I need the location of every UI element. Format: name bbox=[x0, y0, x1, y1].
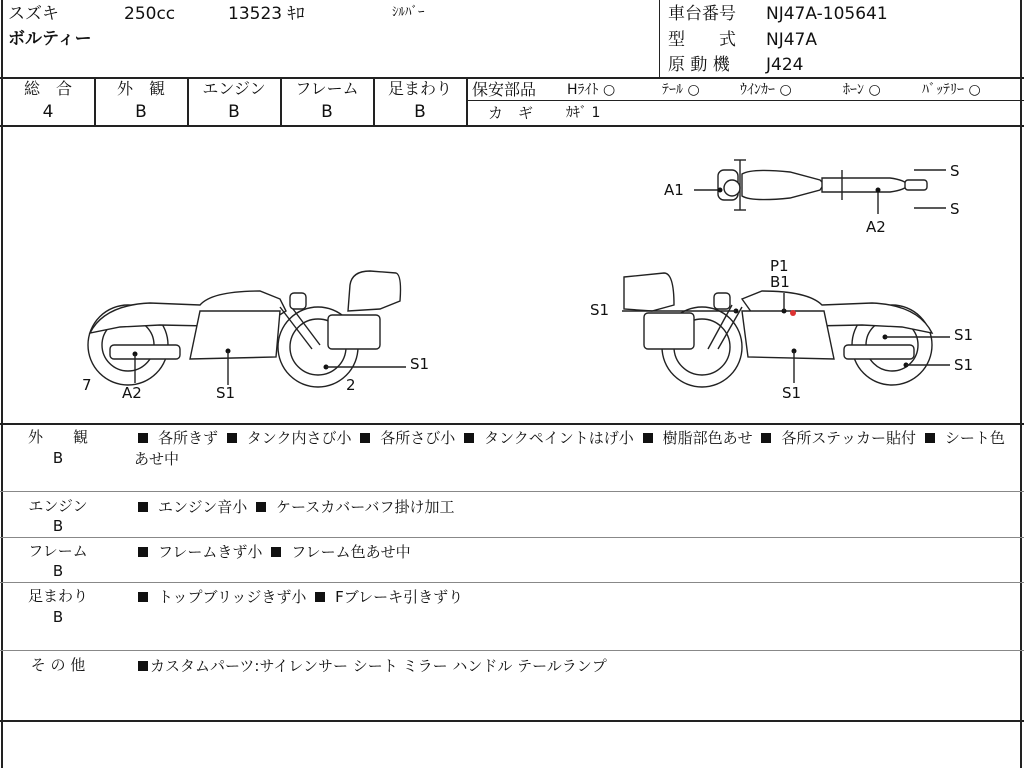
header-divider bbox=[659, 0, 660, 78]
grade-exterior-value: B bbox=[135, 102, 147, 122]
safety-label: 保安部品 bbox=[472, 80, 537, 99]
note-engine-grade: B bbox=[52, 517, 64, 535]
rule-notes-4 bbox=[0, 650, 1024, 651]
diagram-left-7: 7 bbox=[82, 376, 92, 394]
note-exterior-items bbox=[134, 428, 1018, 470]
model-name: ボルティー bbox=[8, 29, 92, 49]
diagram-top-s-lower: S bbox=[950, 200, 960, 218]
note-item: 樹脂部色あせ bbox=[662, 429, 753, 447]
safety-battery: ﾊﾞｯﾃﾘｰ ○ bbox=[922, 82, 981, 98]
note-suspension-items bbox=[134, 587, 1018, 608]
safety-headlight: Hﾗｲﾄ ○ bbox=[567, 82, 616, 98]
diagram-left-2: 2 bbox=[346, 376, 356, 394]
key-value: ｶｷﾞ 1 bbox=[566, 105, 601, 121]
diagram-right-b1: B1 bbox=[770, 273, 790, 291]
rule-grades bbox=[0, 125, 1024, 127]
note-other-category: そ の 他 bbox=[30, 656, 86, 674]
note-item: フレーム色あせ中 bbox=[291, 543, 411, 561]
diagram-right-s1-upper: S1 bbox=[954, 326, 974, 344]
chassis-label: 車台番号 bbox=[668, 4, 736, 24]
engine-value: J424 bbox=[766, 55, 804, 75]
diagram-top-a2: A2 bbox=[866, 218, 886, 236]
bike-top-view bbox=[690, 150, 950, 240]
note-item: Fブレーキ引きずり bbox=[335, 588, 464, 606]
grade-suspension-value: B bbox=[414, 102, 426, 122]
grade-frame-value: B bbox=[321, 102, 333, 122]
displacement: 250cc bbox=[124, 4, 176, 24]
frame-right bbox=[1020, 0, 1022, 768]
grade-overall-label: 総 合 bbox=[23, 79, 72, 98]
note-engine-category: エンジン bbox=[28, 497, 88, 515]
note-suspension-category: 足まわり bbox=[27, 587, 88, 605]
rule-grades-mid bbox=[468, 100, 1024, 101]
note-item: カスタムパーツ:サイレンサー シート ミラー ハンドル テールランプ bbox=[150, 657, 607, 675]
type-value: NJ47A bbox=[766, 30, 817, 50]
note-item: トップブリッジきず小 bbox=[158, 588, 307, 606]
rule-notes-5 bbox=[0, 720, 1024, 722]
color: ｼﾙﾊﾞｰ bbox=[392, 5, 425, 20]
note-suspension-grade: B bbox=[52, 608, 64, 626]
diagram-top-s-upper: S bbox=[950, 162, 960, 180]
diagram-right-s1-lower: S1 bbox=[954, 356, 974, 374]
engine-label: 原 動 機 bbox=[668, 55, 730, 75]
chassis-value: NJ47A-105641 bbox=[766, 4, 888, 24]
note-item: 各所ステッカー貼付 bbox=[781, 429, 917, 447]
note-engine-items bbox=[134, 497, 1018, 518]
note-item: 各所さび小 bbox=[380, 429, 456, 447]
note-exterior-category: 外 観 bbox=[27, 428, 88, 446]
note-item: 各所きず bbox=[158, 429, 219, 447]
rule-notes-3 bbox=[0, 582, 1024, 583]
diagram-left-a2: A2 bbox=[122, 384, 142, 402]
diagram-left-s1-bottom: S1 bbox=[216, 384, 236, 402]
diagram-right-s1-left: S1 bbox=[590, 301, 610, 319]
note-item: フレームきず小 bbox=[158, 543, 263, 561]
grade-engine-label: エンジン bbox=[202, 79, 266, 98]
note-other-items bbox=[134, 656, 1018, 677]
type-label: 型 式 bbox=[668, 30, 736, 50]
grade-exterior-label: 外 観 bbox=[116, 79, 165, 98]
safety-winker: ｳｲﾝｶｰ ○ bbox=[740, 82, 792, 98]
diagram-top-a1: A1 bbox=[664, 181, 684, 199]
note-frame-category: フレーム bbox=[28, 542, 88, 560]
diagram-right-s1-bottom: S1 bbox=[782, 384, 802, 402]
maker: スズキ bbox=[8, 4, 59, 24]
mileage: 13523 ｷﾛ bbox=[228, 4, 305, 24]
note-exterior-grade: B bbox=[52, 449, 64, 467]
safety-taillight: ﾃｰﾙ ○ bbox=[662, 82, 700, 98]
grade-col-5 bbox=[466, 78, 468, 126]
note-item: エンジン音小 bbox=[158, 498, 248, 516]
note-frame-items bbox=[134, 542, 1018, 563]
note-frame-grade: B bbox=[52, 562, 64, 580]
grade-frame-label: フレーム bbox=[295, 79, 359, 98]
grade-engine-value: B bbox=[228, 102, 240, 122]
rule-notes-2 bbox=[0, 537, 1024, 538]
note-item: ケースカバーバフ掛け加工 bbox=[276, 498, 455, 516]
note-item: シート色あせ中 bbox=[134, 429, 1005, 468]
bike-left-side-view bbox=[80, 265, 440, 395]
note-item: タンクペイントはげ小 bbox=[484, 429, 634, 447]
rule-diagram bbox=[0, 423, 1024, 425]
key-label: カ ギ bbox=[488, 104, 534, 122]
safety-horn: ﾎｰﾝ ○ bbox=[843, 82, 881, 98]
diagram-right-p1: P1 bbox=[770, 257, 789, 275]
note-item: タンク内さび小 bbox=[246, 429, 352, 447]
grade-suspension-label: 足まわり bbox=[387, 79, 452, 98]
grade-overall-value: 4 bbox=[42, 102, 54, 122]
rule-notes-1 bbox=[0, 491, 1024, 492]
diagram-left-s1-right: S1 bbox=[410, 355, 430, 373]
